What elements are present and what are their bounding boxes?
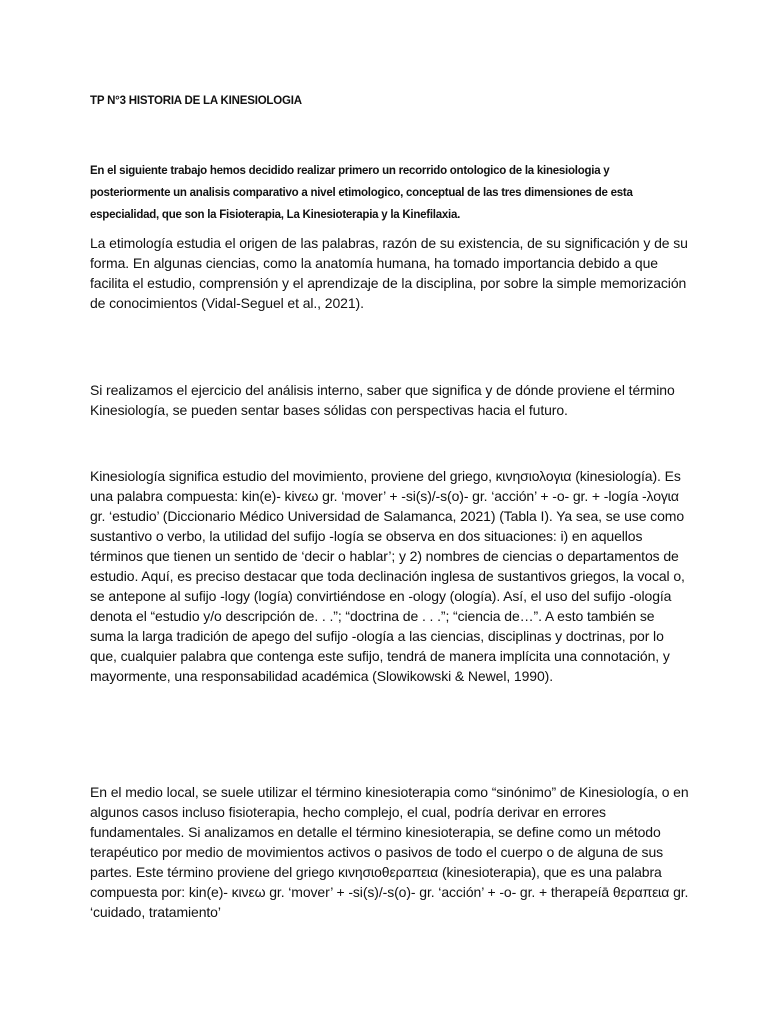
- document-title: TP N°3 HISTORIA DE LA KINESIOLOGIA: [90, 95, 302, 107]
- paragraph-kinesiology-meaning: Kinesiología significa estudio del movimiento, proviene del griego, κɩνησιολογɩα (kinesiología). Es una palabra compuesta: kin(e)- kivεω gr. ‘mover’ + -si(s)/-s(o)- gr. ‘acción’ + -o- gr. + -logía -λογɩα gr. ‘estudio’ (Diccionario Médico Universidad de Salamanca, 2021) (Tabla I). Ya sea, se use como sustantivo o verbo, la utilidad del sufijo -logía se observa en dos situaciones: i) en aquellos términos que tienen un sentido de ‘decir o hablar’; y 2) nombres de ciencias o departamentos de estudio. Aquí, es preciso destacar que toda declinación inglesa de sustantivos griegos, la vocal o, se antepone al sufijo -logy (logía) convirtiéndose en -ology (ología). Así, el uso del sufijo -ología denota el “estudio y/o descripción de. . .”; “doctrina de . . .”; “ciencia de…”. A esto también se suma la larga tradición de apego del sufijo -ología a las ciencias, disciplinas y doctrinas, por lo que, cualquier palabra que contenga este sufijo, tendrá de manera implícita una connotación, y mayormente, una responsabilidad académica (Slowikowski & Newel, 1990).: [90, 468, 685, 684]
- paragraph-kinesiotherapy: En el medio local, se suele utilizar el término kinesioterapia como “sinónimo” de Kinesiología, o en algunos casos incluso fisioterapia, hecho complejo, el cual, podría derivar en errores fundamentales. Si analizamos en detalle el término kinesioterapia, se define como un método terapéutico por medio de movimientos activos o pasivos de todo el cuerpo o de alguna de sus partes. Este término proviene del griego κινησɩοθεραπεɩα (kinesioterapia), que es una palabra compuesta por: kin(e)- κινεω gr. ‘mover’ + -si(s)/-s(o)- gr. ‘acción’ + -o- gr. + therapeíā θεραπεɩα gr. ‘cuidado, tratamiento’: [90, 784, 689, 920]
- intro-paragraph: En el siguiente trabajo hemos decidido realizar primero un recorrido ontologico de la kinesiologia y posteriormente un analisis comparativo a nivel etimologico, conceptual de las tres dimensiones de esta especialidad, que son la Fisioterapia, La Kinesioterapia y la Kinefilaxia.: [90, 165, 633, 221]
- paragraph-etymology: La etimología estudia el origen de las palabras, razón de su existencia, de su significación y de su forma. En algunas ciencias, como la anatomía humana, ha tomado importancia debido a que facilita el estudio, comprensión y el aprendizaje de la disciplina, por sobre la simple memorización de conocimientos (Vidal-Seguel et al., 2021).: [90, 235, 688, 311]
- paragraph-internal-analysis: Si realizamos el ejercicio del análisis interno, saber que significa y de dónde proviene el término Kinesiología, se pueden sentar bases sólidas con perspectivas hacia el futuro.: [90, 382, 675, 418]
